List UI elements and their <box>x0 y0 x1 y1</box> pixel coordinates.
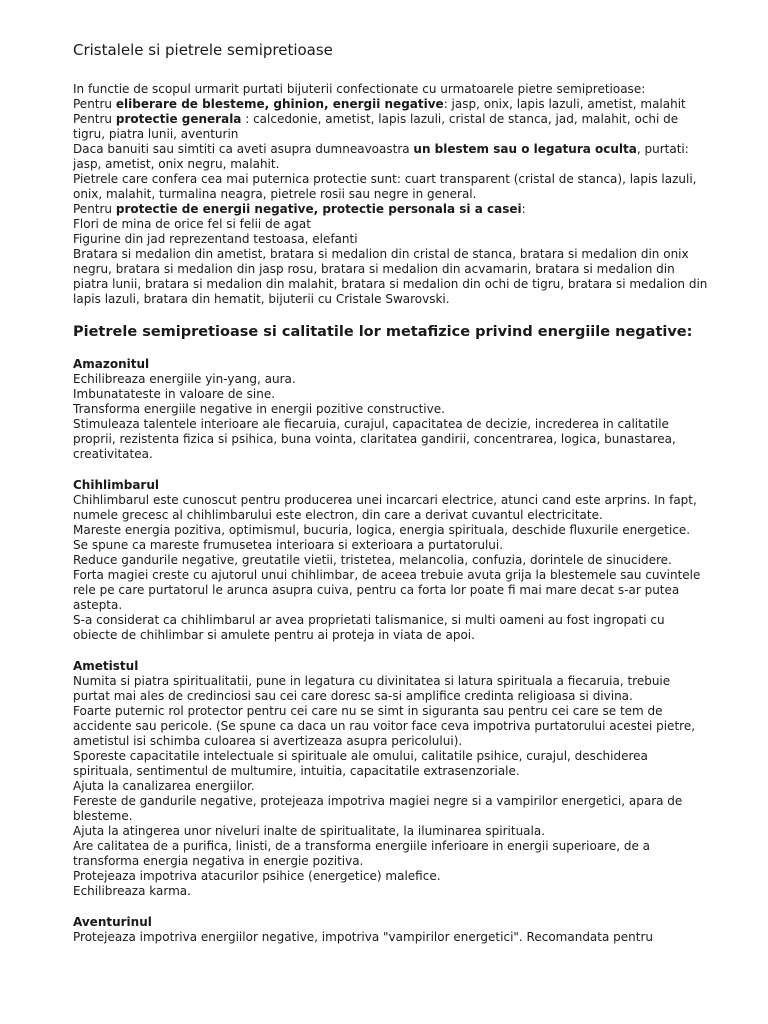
stone-paragraph: Protejeaza impotriva energiilor negative, impotriva "vampirilor energetici". Recomandata pentru <box>73 930 654 944</box>
text: Pentru <box>73 112 116 126</box>
text: Pentru <box>73 202 116 216</box>
stone-paragraph: Se spune ca mareste frumusetea interioara si exterioara a purtatorului. <box>73 538 504 552</box>
intro-paragraph <box>73 172 708 202</box>
text: , purtati: jasp, ametist, onix negru, malahit. <box>73 142 689 171</box>
text: : <box>521 202 526 216</box>
bold-text: protectie generala <box>115 112 242 126</box>
stone-paragraph: Mareste energia pozitiva, optimismul, bucuria, logica, energia spirituala, deschide fluxurile energetice. <box>73 523 691 537</box>
stone-heading: Ametistul <box>73 659 139 673</box>
stone-paragraph: Stimuleaza talentele interioare ale fiecaruia, curajul, capacitatea de decizie, increderea in calitatile proprii, rezistenta fizica si psihica, buna vointa, claritatea gandirii, concentrarea, logica, bunastarea, creativitatea. <box>73 417 676 461</box>
stone-paragraph: Ajuta la canalizarea energiilor. <box>73 779 255 793</box>
text: Flori de mina de orice fel si felii de agat <box>73 217 311 231</box>
section-heading: Pietrele semipretioase si calitatile lor metafizice privind energiile negative: <box>73 324 693 340</box>
intro-paragraph <box>73 82 708 97</box>
stone-paragraph: Sporeste capacitatile intelectuale si spirituale ale omului, calitatile psihice, curajul, deschiderea spirituala, sentimentul de multumire, intuitia, capacitatile extrasenzoriale. <box>73 749 648 778</box>
stone-heading: Aventurinul <box>73 915 152 929</box>
text: Pietrele care confera cea mai puternica protectie sunt: cuart transparent (cristal de stanca), lapis lazuli, onix, malahit, turmalina neagra, pietrele rosii sau negre in general. <box>73 172 697 201</box>
bold-text: protectie de energii negative, protectie personala si a casei <box>115 202 522 216</box>
stone-paragraph: Transforma energiile negative in energii pozitive constructive. <box>73 402 445 416</box>
stone-paragraph: Imbunatateste in valoare de sine. <box>73 387 276 401</box>
stone-paragraph: Ajuta la atingerea unor niveluri inalte de spiritualitate, la iluminarea spirituala. <box>73 824 546 838</box>
stones-section <box>73 357 708 945</box>
document-title: Cristalele si pietrele semipretioase <box>73 41 333 59</box>
bold-text: eliberare de blesteme, ghinion, energii negative <box>115 97 444 111</box>
stone-paragraph: Foarte puternic rol protector pentru cei care nu se simt in siguranta sau pentru cei care se tem de accidente sau pericole. (Se spune ca daca un rau voitor face ceva impotriva purtatorului acestei pietre, ametistul isi schimba culoarea si avertizeaza asupra pericolului). <box>73 704 696 748</box>
intro-section <box>73 82 708 307</box>
intro-paragraph <box>73 202 708 217</box>
stone-paragraph: Protejeaza impotriva atacurilor psihice (energetice) malefice. <box>73 869 441 883</box>
intro-paragraph <box>73 232 708 247</box>
intro-paragraph <box>73 112 708 142</box>
text: Bratara si medalion din ametist, bratara si medalion din cristal de stanca, bratara si medalion din onix negru, bratara si medalion din jasp rosu, bratara si medalion din acvamarin, bratara si medalion din piatra lunii, bratara si medalion din malahit, bratara si medalion din ochi de tigru, bratara si medalion din lapis lazuli, bratara din hematit, bijuterii cu Cristale Swarovski. <box>73 247 708 306</box>
text: Pentru <box>73 97 116 111</box>
intro-paragraph <box>73 97 708 112</box>
intro-paragraph <box>73 217 708 232</box>
bold-text: un blestem sau o legatura oculta <box>413 142 637 156</box>
stone-paragraph: Chihlimbarul este cunoscut pentru producerea unei incarcari electrice, atunci cand este arprins. In fapt, numele grecesc al chihlimbarului este electron, din care a derivat cuvantul electricitate. <box>73 493 697 522</box>
stone-heading: Amazonitul <box>73 357 150 371</box>
text: In functie de scopul urmarit purtati bijuterii confectionate cu urmatoarele pietre semipretioase: <box>73 82 646 96</box>
stone-paragraph: Forta magiei creste cu ajutorul unui chihlimbar, de aceea trebuie avuta grija la blestemele sau cuvintele rele pe care purtatorul le aruncа asupra cuiva, pentru ca forta lor poate fi mai mare decat s-ar putea astepta. <box>73 568 701 612</box>
stone-paragraph: Are calitatea de a purifica, linisti, de a transforma energiile inferioare in energii superioare, de a transforma energia negativa in energie pozitiva. <box>73 839 651 868</box>
stone-paragraph: Reduce gandurile negative, greutatile vietii, tristetea, melancolia, confuzia, dorintele de sinucidere. <box>73 553 672 567</box>
stone-paragraph: Echilibreaza karma. <box>73 884 191 898</box>
text: : calcedonie, ametist, lapis lazuli, cristal de stanca, jad, malahit, ochi de tigru, piatra lunii, aventurin <box>73 112 679 141</box>
text: Daca banuiti sau simtiti ca aveti asupra dumneavoastra <box>73 142 414 156</box>
stone-paragraph: Fereste de gandurile negative, protejeaza impotriva magiei negre si a vampirilor energetici, apara de blesteme. <box>73 794 683 823</box>
stone-paragraph: Echilibreaza energiile yin-yang, aura. <box>73 372 296 386</box>
intro-paragraph <box>73 247 708 307</box>
stone-heading: Chihlimbarul <box>73 478 159 492</box>
stone-paragraph: Numita si piatra spiritualitatii, pune in legatura cu divinitatea si latura spirituala a fiecaruia, trebuie purtat mai ales de credinciosi sau cei care doresc sa-si amplifice credinta religioasa si divina. <box>73 674 671 703</box>
intro-paragraph <box>73 142 708 172</box>
stone-paragraph: S-a considerat ca chihlimbarul ar avea proprietati talismanice, si multi oameni au fost ingropati cu obiecte de chihlimbar si amulete pentru ai proteja in viata de apoi. <box>73 613 665 642</box>
text: : jasp, onix, lapis lazuli, ametist, malahit <box>443 97 686 111</box>
text: Figurine din jad reprezentand testoasa, elefanti <box>73 232 358 246</box>
